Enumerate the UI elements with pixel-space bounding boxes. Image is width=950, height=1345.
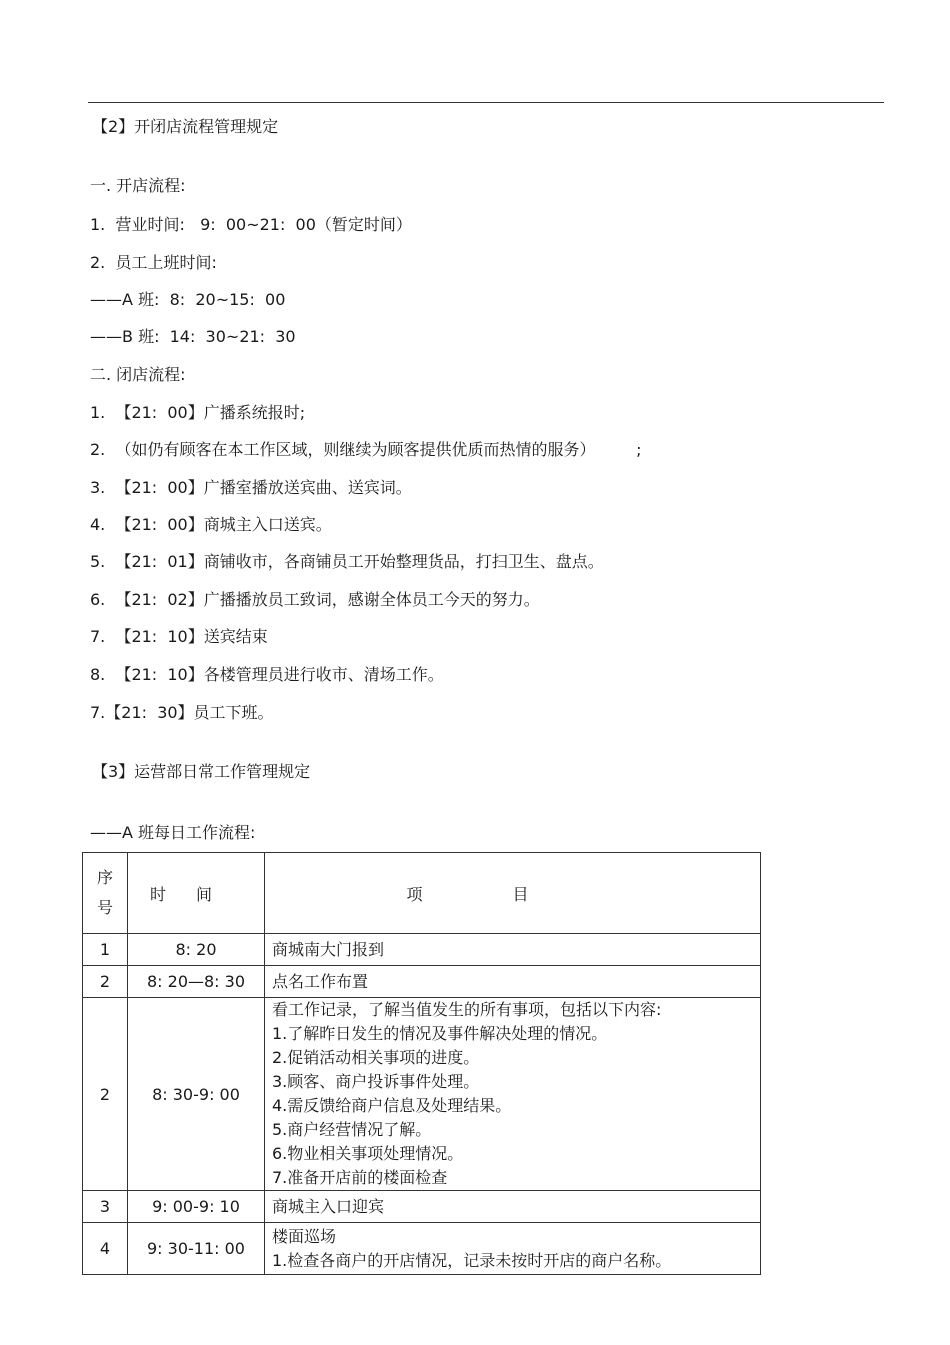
close-flow-line: 8. 【21: 10】各楼管理员进行收市、清场工作。 — [90, 665, 444, 684]
header-time-label: 时间 — [149, 884, 242, 904]
a-shift-title: ——A 班每日工作流程: — [90, 823, 256, 842]
close-flow-line: 1. 【21: 00】广播系统报时; — [90, 403, 306, 422]
row-item-line: 6.物业相关事项处理情况。 — [272, 1144, 464, 1163]
row-item-line: 3.顾客、商户投诉事件处理。 — [272, 1072, 480, 1091]
row-num: 1 — [83, 934, 128, 966]
row-time: 8: 20 — [128, 934, 265, 966]
close-flow-line: 7.【21: 30】员工下班。 — [90, 703, 274, 722]
header-time — [128, 853, 265, 934]
table-row — [83, 1223, 761, 1275]
table-row — [83, 998, 761, 1191]
header-item-label: 项目 — [406, 884, 619, 904]
row-item-line: 1.检查各商户的开店情况，记录未按时开店的商户名称。 — [272, 1250, 672, 1270]
row-num: 2 — [83, 998, 128, 1191]
row-item — [265, 998, 761, 1191]
close-flow-heading: 二. 闭店流程: — [90, 365, 186, 384]
close-flow-line: 6. 【21: 02】广播播放员工致词，感谢全体员工今天的努力。 — [90, 590, 540, 609]
row-num: 3 — [83, 1191, 128, 1223]
row-num: 2 — [83, 966, 128, 998]
row-item-line: 点名工作布置 — [272, 971, 369, 991]
open-flow-line: 1. 营业时间: 9: 00~21: 00（暂定时间） — [90, 215, 412, 234]
row-time: 9: 00-9: 10 — [128, 1191, 265, 1223]
open-flow-heading: 一. 开店流程: — [90, 176, 186, 195]
row-item-line: 2.促销活动相关事项的进度。 — [272, 1048, 480, 1067]
row-time: 8: 20—8: 30 — [128, 966, 265, 998]
row-item — [265, 934, 761, 966]
close-flow-line: 3. 【21: 00】广播室播放送宾曲、送宾词。 — [90, 478, 412, 497]
table-row — [83, 966, 761, 998]
table-row — [83, 1191, 761, 1223]
row-item — [265, 1223, 761, 1275]
close-flow-line: 5. 【21: 01】商铺收市，各商铺员工开始整理货品，打扫卫生、盘点。 — [90, 552, 604, 571]
row-item — [265, 1191, 761, 1223]
table-header-row — [83, 853, 761, 934]
header-num — [83, 853, 128, 934]
row-item-line: 商城主入口迎宾 — [272, 1196, 385, 1216]
row-item-line: 楼面巡场 — [272, 1226, 337, 1246]
open-flow-line: 2. 员工上班时间: — [90, 253, 217, 272]
schedule-table — [82, 852, 761, 1275]
header-num-line: 号 — [96, 898, 113, 917]
table-row — [83, 934, 761, 966]
row-item-line: 7.准备开店前的楼面检查 — [272, 1168, 448, 1187]
row-num: 4 — [83, 1223, 128, 1275]
open-flow-line: ——B 班: 14: 30~21: 30 — [90, 327, 296, 346]
row-item-line: 5.商户经营情况了解。 — [272, 1120, 432, 1139]
row-item-line: 商城南大门报到 — [272, 939, 385, 959]
section2-title: 【2】开闭店流程管理规定 — [92, 117, 279, 136]
row-item-line: 4.需反馈给商户信息及处理结果。 — [272, 1096, 512, 1115]
close-flow-line: 2. （如仍有顾客在本工作区域，则继续为顾客提供优质而热情的服务） ; — [90, 440, 642, 459]
header-num-line: 序 — [96, 868, 113, 887]
close-flow-line: 7. 【21: 10】送宾结束 — [90, 627, 268, 646]
top-rule — [88, 102, 884, 103]
row-item — [265, 966, 761, 998]
header-item — [265, 853, 761, 934]
row-item-line: 看工作记录，了解当值发生的所有事项，包括以下内容: — [272, 1000, 662, 1019]
section3-title: 【3】运营部日常工作管理规定 — [92, 762, 311, 781]
row-item-line: 1.了解昨日发生的情况及事件解决处理的情况。 — [272, 1024, 608, 1043]
row-time: 9: 30-11: 00 — [128, 1223, 265, 1275]
close-flow-line: 4. 【21: 00】商城主入口送宾。 — [90, 515, 332, 534]
open-flow-line: ——A 班: 8: 20~15: 00 — [90, 290, 286, 309]
row-time: 8: 30-9: 00 — [128, 998, 265, 1191]
